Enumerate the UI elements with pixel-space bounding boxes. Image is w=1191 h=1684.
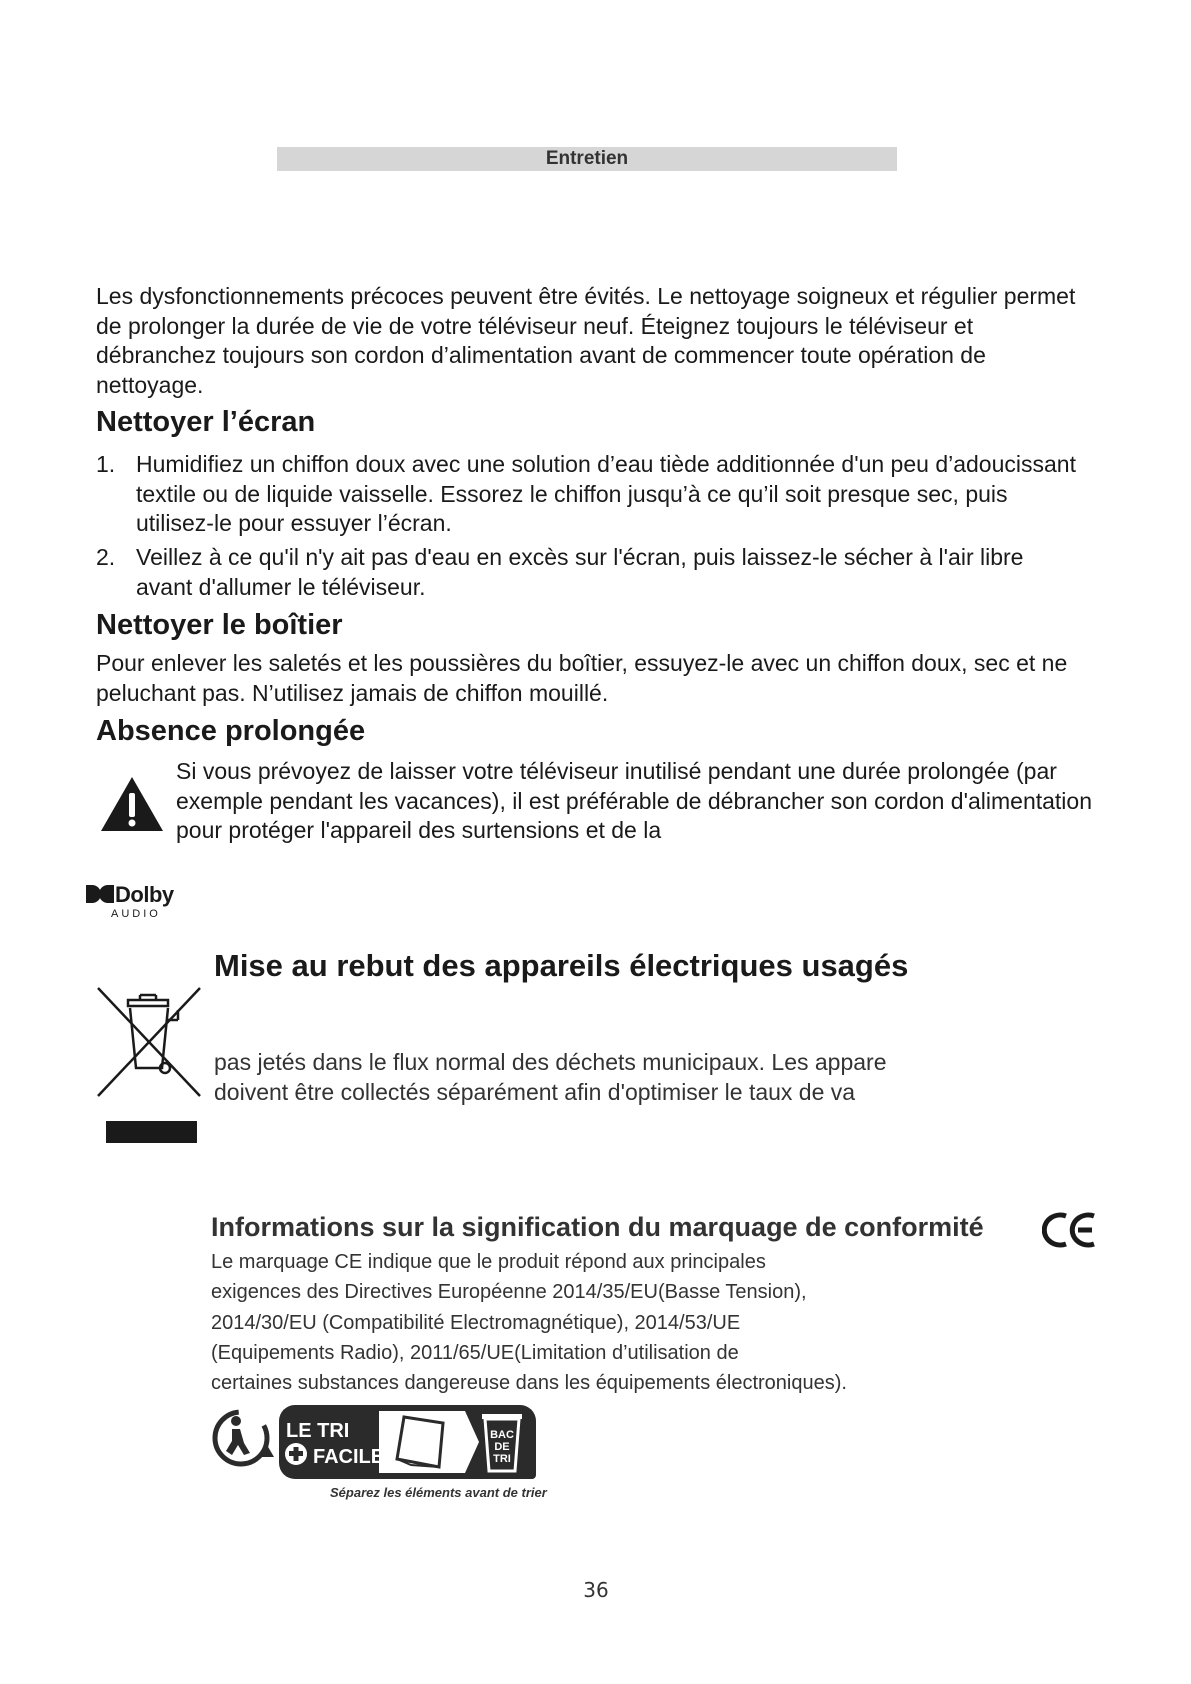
- weee-paragraph: [214, 1048, 1114, 1107]
- ce-line: exigences des Directives Européenne 2014/35/EU(Basse Tension),: [211, 1281, 807, 1304]
- dolby-audio-logo: [86, 882, 186, 922]
- heading-weee: Mise au rebut des appareils électriques usagés: [214, 948, 909, 983]
- ce-line: certaines substances dangereuse dans les équipements électroniques).: [211, 1372, 847, 1395]
- dolby-audio-text: AUDIO: [111, 908, 161, 920]
- absence-paragraph: Si vous prévoyez de laisser votre téléviseur inutilisé pendant une durée prolongée (par exemple pendant les vacances), il est préférable de débrancher son cordon d'alimentation pour protéger l'appareil des surtensions et de la: [176, 758, 1093, 843]
- cabinet-paragraph: Pour enlever les saletés et les poussières du boîtier, essuyez-le avec un chiffon doux, sec et ne peluchant pas. N’utilisez jamais de chiffon mouillé.: [96, 650, 1068, 706]
- bin-text-line: DE: [494, 1441, 510, 1453]
- bin-text-line: TRI: [493, 1453, 511, 1465]
- ce-paragraph: [211, 1247, 971, 1398]
- tri-label: LE TRI: [286, 1420, 350, 1442]
- bin-text-line: BAC: [490, 1429, 514, 1441]
- list-item: [96, 450, 1086, 539]
- list-item-text: Veillez à ce qu'il n'y ait pas d'eau en excès sur l'écran, puis laissez-le sécher à l'air libre avant d'allumer le téléviseur.: [136, 544, 1024, 600]
- dolby-double-d-icon: [86, 885, 114, 903]
- page-number: 36: [583, 1578, 609, 1602]
- list-item-number: 2.: [96, 544, 116, 570]
- section-header: Entretien: [277, 147, 897, 171]
- weee-line: doivent être collectés séparément afin d'optimiser le taux de va: [214, 1078, 856, 1105]
- list-item-text: Humidifiez un chiffon doux avec une solution d’eau tiède additionnée d'un peu d’adoucissant textile ou de liquide vaisselle. Essorez le chiffon jusqu’à ce qu’il soit presque sec, puis utilisez-le pour essuyer l’écran.: [136, 451, 1076, 536]
- weee-bar: [106, 1121, 197, 1143]
- ce-line: Le marquage CE indique que le produit répond aux principales: [211, 1251, 766, 1273]
- list-item: [96, 543, 1086, 602]
- list-item-number: 1.: [96, 451, 116, 477]
- ce-line: (Equipements Radio), 2011/65/UE(Limitation d’utilisation de: [211, 1341, 739, 1364]
- weee-line: pas jetés dans le flux normal des déchets municipaux. Les appare: [214, 1049, 887, 1075]
- warning-icon: [99, 775, 165, 833]
- tri-label: FACILE: [313, 1446, 385, 1468]
- ce-mark-icon: [1042, 1210, 1098, 1250]
- heading-ce-info: Informations sur la signification du marquage de conformité: [211, 1212, 984, 1242]
- crossed-bin-icon: [96, 986, 206, 1106]
- dolby-brand-text: Dolby: [115, 882, 174, 907]
- heading-clean-screen: Nettoyer l’écran: [96, 406, 316, 438]
- heading-absence: Absence prolongée: [96, 715, 366, 747]
- intro-paragraph: Les dysfonctionnements précoces peuvent être évités. Le nettoyage soigneux et régulier permet de prolonger la durée de vie de votre téléviseur neuf. Éteignez toujours le téléviseur et débranchez toujours son cordon d’alimentation avant de commencer toute opération de nettoyage.: [96, 283, 1076, 398]
- heading-clean-cabinet: Nettoyer le boîtier: [96, 609, 343, 641]
- triman-icon: [210, 1405, 276, 1471]
- tri-caption: Séparez les éléments avant de trier: [330, 1485, 547, 1500]
- ce-line: 2014/30/EU (Compatibilité Electromagnétique), 2014/53/UE: [211, 1311, 741, 1334]
